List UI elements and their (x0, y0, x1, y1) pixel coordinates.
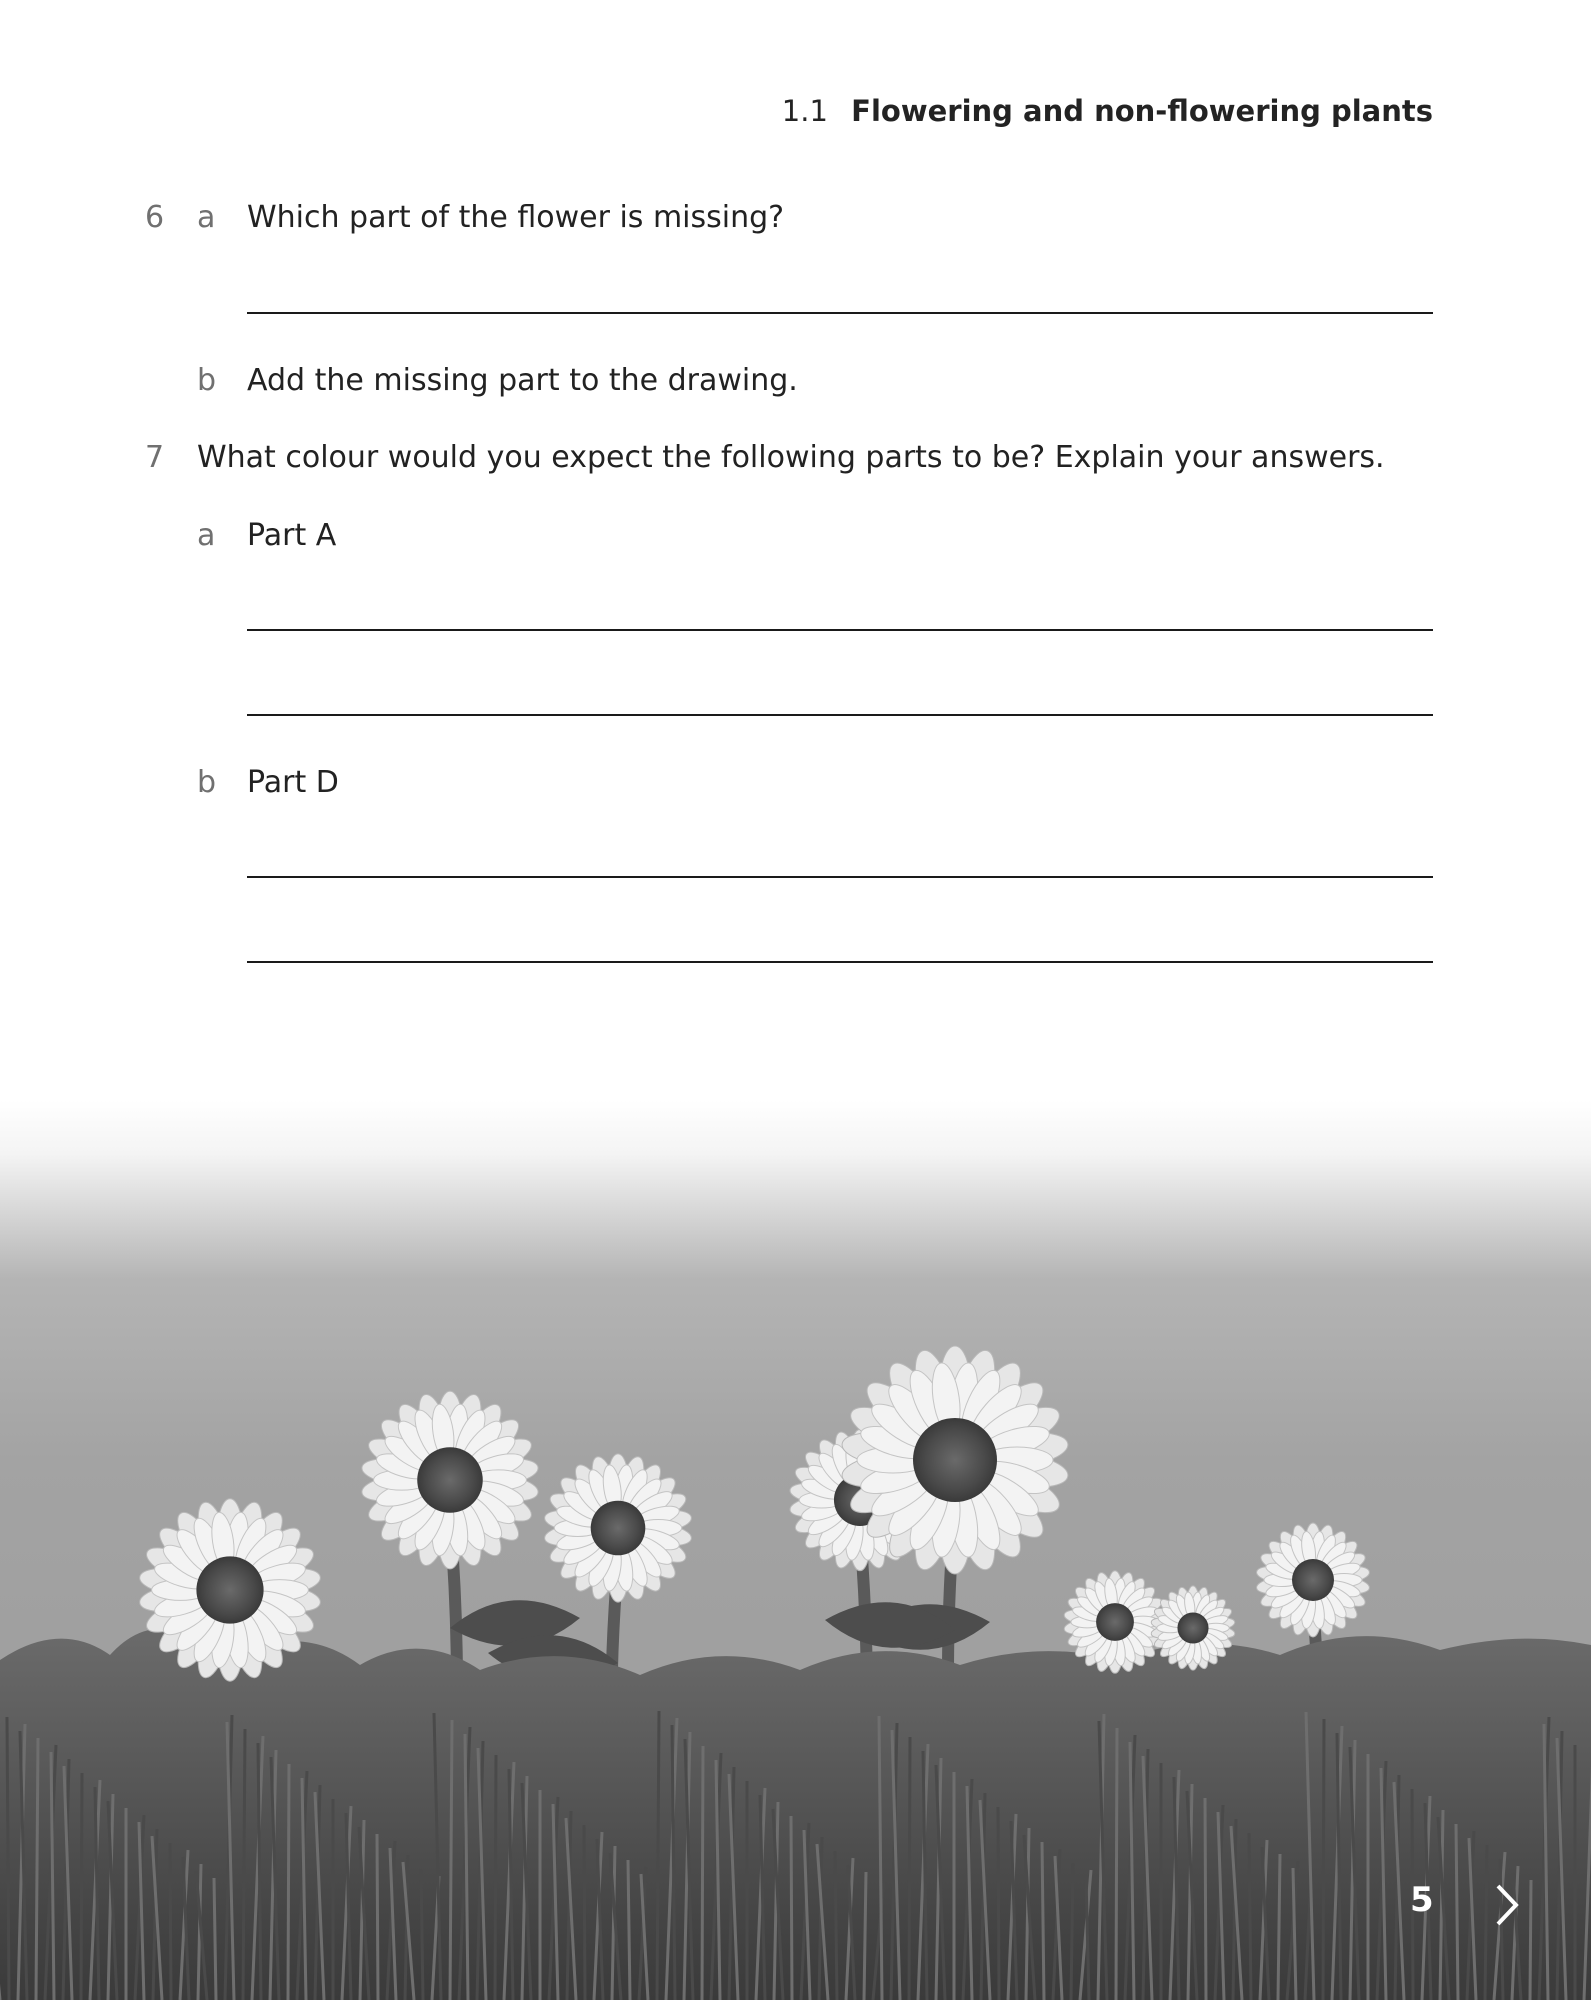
grass-blade (1042, 1842, 1044, 2000)
answer-line-7b-1[interactable] (247, 876, 1433, 878)
grass-blade (214, 1878, 216, 2000)
grass-blade (584, 1825, 585, 2000)
grass-blade (791, 1816, 792, 2000)
page-number: 5 (1410, 1880, 1434, 1920)
grass-blade (835, 1851, 837, 2000)
grass-blade (7, 1717, 9, 2000)
grass-blade (36, 1738, 38, 2000)
question-7b-letter: b (197, 765, 217, 800)
sunflower-field-photo (0, 1100, 1591, 2000)
grass-blade (998, 1807, 999, 2000)
question-6a-letter: a (197, 200, 216, 235)
question-7-number: 7 (145, 440, 165, 475)
question-7a-letter: a (197, 518, 216, 553)
grass-blade (909, 1737, 910, 2000)
grass-blade (1278, 1854, 1280, 2000)
grass-blade (170, 1843, 171, 2000)
chevron-right-icon[interactable] (1492, 1880, 1522, 1930)
grass-blade (628, 1860, 630, 2000)
grass-blade (1249, 1833, 1251, 2000)
question-6b-letter: b (197, 363, 217, 398)
grass-blade (243, 1729, 245, 2000)
grass-blade (421, 1869, 423, 2000)
question-7a-text: Part A (247, 518, 337, 553)
section-number: 1.1 (781, 94, 828, 128)
grass-blade (1071, 1863, 1073, 2000)
answer-line-6a[interactable] (247, 312, 1433, 314)
grass-blade (377, 1834, 378, 2000)
grass-blade (1530, 1880, 1531, 2000)
question-7b-text: Part D (247, 765, 339, 800)
answer-line-7a-2[interactable] (247, 714, 1433, 716)
question-6b-text: Add the missing part to the drawing. (247, 363, 798, 398)
section-title: Flowering and non-flowering plants (851, 94, 1433, 128)
grass-blade (450, 1720, 452, 2000)
grass-blade (1116, 1728, 1117, 2000)
grass-blade (1323, 1719, 1324, 2000)
grass-blade (1205, 1798, 1206, 2000)
question-6-number: 6 (145, 200, 165, 235)
answer-line-7b-2[interactable] (247, 961, 1433, 963)
grass-blade (864, 1872, 866, 2000)
section-header (782, 94, 1433, 128)
answer-line-7a-1[interactable] (247, 629, 1433, 631)
question-7-text: What colour would you expect the following parts to be? Explain your answers. (197, 440, 1385, 475)
question-6a-text: Which part of the flower is missing? (247, 200, 785, 235)
grass-blade (288, 1764, 289, 2000)
grass-blade (1456, 1824, 1458, 2000)
grass-blade (495, 1755, 496, 2000)
grass-blade (657, 1711, 659, 2000)
grass-blade (702, 1746, 703, 2000)
grass-blade (81, 1773, 82, 2000)
grass-blade (1485, 1845, 1487, 2000)
